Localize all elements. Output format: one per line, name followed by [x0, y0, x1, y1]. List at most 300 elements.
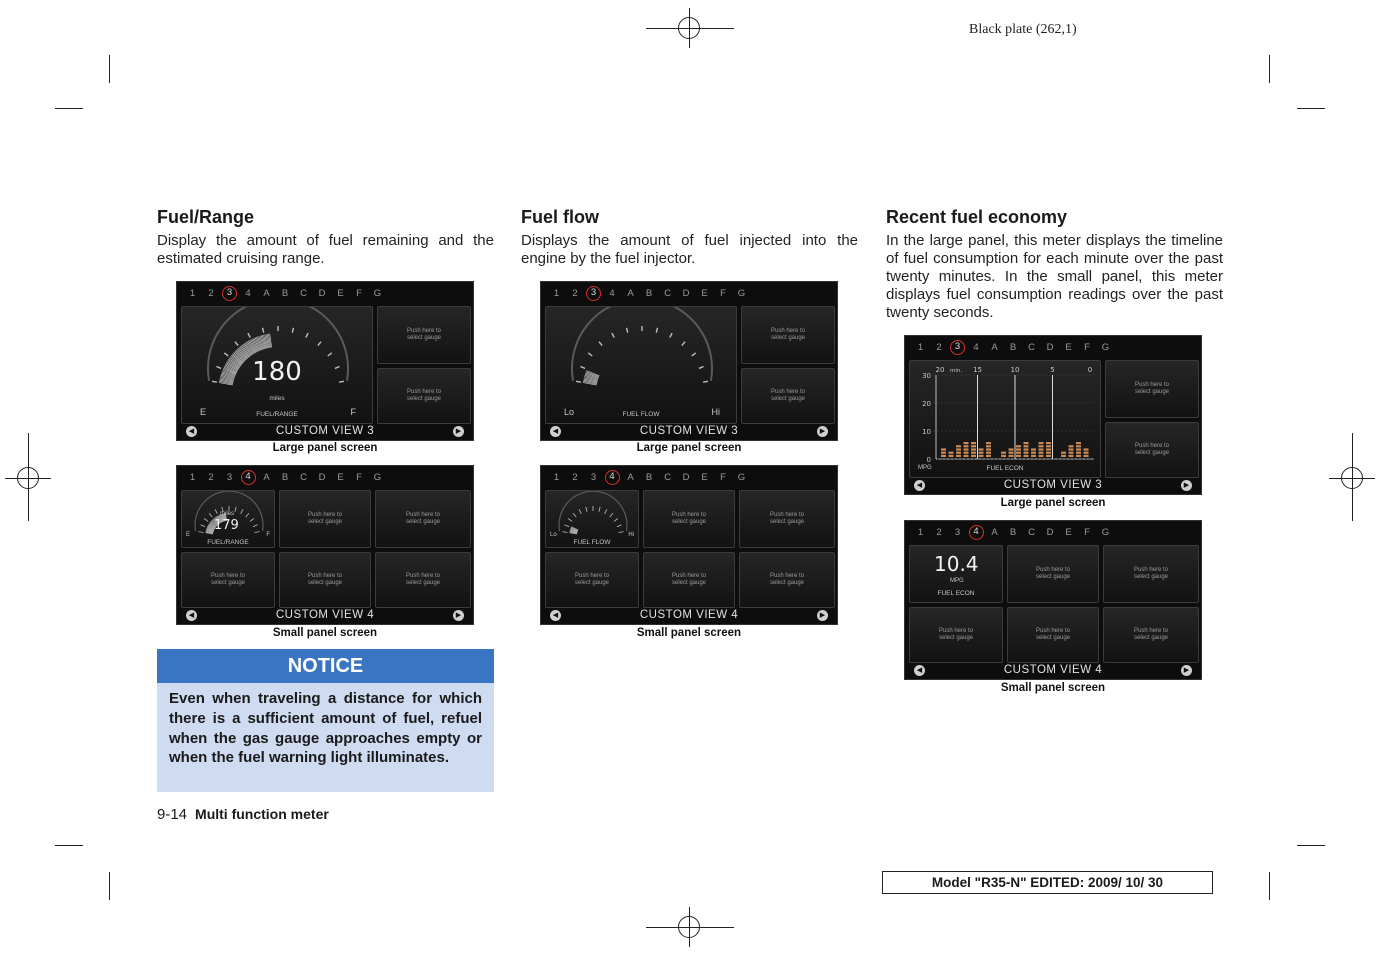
gauge-left-end: E — [200, 407, 207, 417]
gauge-tick — [565, 525, 570, 527]
econ-bar-segment — [986, 448, 991, 450]
screen-fuel-flow-small — [540, 465, 838, 625]
gauge-slot-2[interactable] — [377, 368, 471, 424]
gauge-slot-1[interactable] — [1105, 360, 1199, 418]
gauge-tab-a[interactable]: A — [991, 342, 998, 353]
econ-bar-segment — [979, 455, 984, 457]
gauge-tick — [263, 328, 264, 333]
gauge-tab-4[interactable]: 4 — [973, 342, 979, 353]
main-gauge-frame — [545, 306, 737, 424]
main-chart-frame — [909, 360, 1101, 478]
gauge-slot-1[interactable] — [377, 306, 471, 364]
caption-large-panel: Large panel screen — [272, 442, 378, 454]
caption-large-panel: Large panel screen — [636, 442, 742, 454]
gauge-left-end: Lo — [564, 407, 575, 417]
gauge-tab-2[interactable]: 2 — [572, 472, 578, 483]
gauge-tab-c[interactable]: C — [1028, 342, 1035, 353]
gauge-slot-2[interactable] — [1105, 422, 1199, 478]
custom-view-label: CUSTOM VIEW 4 — [639, 609, 739, 621]
x-tick-label: 20 — [935, 366, 945, 374]
gauge-tab-f[interactable]: F — [356, 472, 362, 483]
gauge-tab-e[interactable]: E — [701, 472, 708, 483]
notice-title: NOTICE — [157, 649, 494, 683]
gauge-name: FUEL FLOW — [573, 539, 611, 546]
gauge-tick — [614, 518, 618, 521]
plate-label: Black plate (262,1) — [969, 22, 1077, 37]
gauge-tick — [250, 518, 254, 521]
gauge-tick — [198, 532, 203, 533]
gauge-tab-bar — [177, 282, 473, 304]
econ-bar-segment — [1061, 455, 1066, 457]
gauge-tick — [235, 342, 238, 346]
screen-fuel-range-large — [176, 281, 474, 441]
econ-bar-segment — [956, 448, 961, 450]
gauge-tab-e[interactable]: E — [701, 288, 708, 299]
gauge-tab-1[interactable]: 1 — [917, 527, 924, 538]
push-to-select-label: Push here to select gauge — [405, 512, 441, 525]
econ-bar-segment — [1084, 455, 1089, 457]
gauge-slot-3[interactable] — [909, 607, 1003, 663]
gauge-slot-5[interactable] — [375, 552, 471, 608]
right-arrow-icon[interactable]: ▶ — [1181, 665, 1192, 676]
left-arrow-icon[interactable]: ◀ — [914, 480, 925, 491]
gauge-tab-bar — [905, 336, 1201, 358]
page-number: 9-14 — [157, 806, 188, 823]
econ-bar-segment — [1039, 448, 1044, 450]
gauge-tab-g[interactable]: G — [1101, 527, 1110, 538]
gauge-tab-4[interactable]: 4 — [245, 288, 251, 299]
gauge-tab-f[interactable]: F — [1084, 527, 1090, 538]
gauge-tick — [573, 513, 576, 517]
gauge-tab-4[interactable]: 4 — [241, 470, 256, 485]
gauge-unit: miles — [220, 511, 235, 517]
gauge-right-end: Hi — [711, 407, 720, 417]
gauge-tab-bar — [541, 282, 837, 304]
econ-bar-segment — [971, 445, 976, 447]
econ-bar-segment — [1039, 455, 1044, 457]
gauge-slot-1[interactable] — [741, 306, 835, 364]
push-to-select-label: Push here to select gauge — [307, 573, 343, 586]
econ-bar-segment — [1069, 455, 1074, 457]
gauge-tab-3[interactable]: 3 — [590, 472, 597, 483]
y-tick-label: 20 — [922, 400, 931, 408]
arc-gauge — [546, 307, 736, 423]
gauge-tick — [224, 353, 228, 356]
custom-view-label: CUSTOM VIEW 3 — [275, 425, 375, 437]
gauge-slot-4[interactable] — [643, 552, 735, 608]
econ-bar-segment — [986, 452, 991, 454]
gauge-tick — [610, 513, 613, 517]
gauge-tick — [248, 333, 250, 337]
gauge-slot-2[interactable] — [375, 490, 471, 548]
gauge-slot-4[interactable] — [279, 552, 371, 608]
gauge-tick — [670, 333, 672, 337]
right-arrow-icon[interactable]: ▶ — [817, 610, 828, 621]
econ-bar-segment — [1016, 452, 1021, 454]
gauge-tick — [612, 333, 614, 337]
gauge-tab-4[interactable]: 4 — [969, 525, 984, 540]
left-arrow-icon[interactable]: ◀ — [914, 665, 925, 676]
gauge-tab-a[interactable]: A — [263, 472, 270, 483]
custom-view-bar — [177, 608, 473, 624]
gauge-tab-d[interactable]: D — [682, 288, 690, 299]
econ-bar-segment — [1046, 452, 1051, 454]
push-to-select-label: Push here to select gauge — [307, 512, 343, 525]
gauge-tick — [568, 518, 572, 521]
gauge-tab-b[interactable]: B — [281, 472, 289, 483]
econ-bar-segment — [1046, 455, 1051, 457]
gauge-tab-2[interactable]: 2 — [936, 527, 942, 538]
econ-bar-segment — [964, 452, 969, 454]
gauge-tab-d[interactable]: D — [318, 472, 326, 483]
gauge-name: FUEL/RANGE — [256, 411, 298, 418]
gauge-tick — [619, 532, 624, 533]
econ-bar-segment — [956, 445, 961, 447]
gauge-tick — [699, 366, 704, 368]
gauge-slot-5[interactable] — [1103, 607, 1199, 663]
econ-bar-segment — [1046, 448, 1051, 450]
gauge-tab-d[interactable]: D — [1046, 527, 1054, 538]
push-to-select-label: Push here to select gauge — [769, 573, 805, 586]
econ-bar-segment — [1061, 452, 1066, 454]
econ-bar-segment — [1039, 452, 1044, 454]
econ-bar-segment — [1031, 452, 1036, 454]
econ-bar-segment — [986, 442, 991, 444]
caption-small-panel: Small panel screen — [636, 627, 742, 639]
gauge-tab-f[interactable]: F — [356, 288, 362, 299]
gauge-tab-1[interactable]: 1 — [553, 288, 560, 299]
econ-bar-segment — [971, 448, 976, 450]
gauge-tab-c[interactable]: C — [300, 288, 307, 299]
econ-bar-segment — [964, 455, 969, 457]
caption-small-panel: Small panel screen — [272, 627, 378, 639]
gauge-tab-f[interactable]: F — [720, 288, 726, 299]
gauge-tab-2[interactable]: 2 — [208, 288, 214, 299]
gauge-slot-1[interactable] — [643, 490, 735, 548]
gauge-left-end: E — [186, 532, 191, 538]
caption-large-panel: Large panel screen — [1000, 497, 1106, 509]
gauge-tick — [246, 513, 249, 517]
econ-bar-segment — [986, 445, 991, 447]
gauge-tab-f[interactable]: F — [720, 472, 726, 483]
x-tick-label: 15 — [973, 366, 982, 374]
fuel-economy-chart — [910, 361, 1102, 479]
gauge-tick — [605, 509, 607, 513]
gauge-tab-a[interactable]: A — [627, 288, 634, 299]
gauge-tab-e[interactable]: E — [337, 472, 344, 483]
gauge-tick — [599, 342, 602, 346]
econ-bar-segment — [1024, 452, 1029, 454]
gauge-tab-b[interactable]: B — [645, 288, 653, 299]
push-to-select-label: Push here to select gauge — [405, 573, 441, 586]
push-to-select-label: Push here to select gauge — [1035, 628, 1071, 641]
gauge-slot-2[interactable] — [1103, 545, 1199, 603]
gauge-right-end: Hi — [628, 532, 634, 538]
gauge-unit: MPG — [950, 578, 964, 584]
gauge-unit: miles — [269, 395, 285, 402]
gauge-tab-1[interactable]: 1 — [553, 472, 560, 483]
econ-bar-segment — [1069, 445, 1074, 447]
econ-bar-segment — [1039, 445, 1044, 447]
y-unit-label: MPG — [918, 465, 932, 471]
gauge-tab-d[interactable]: D — [1046, 342, 1054, 353]
gauge-tick — [588, 353, 592, 356]
gauge-tick — [599, 507, 600, 512]
model-edited-box: Model "R35-N" EDITED: 2009/ 10/ 30 — [882, 871, 1213, 894]
main-gauge-frame — [181, 306, 373, 424]
gauge-tick — [204, 518, 208, 521]
gauge-tab-c[interactable]: C — [664, 288, 671, 299]
y-tick-label: 0 — [926, 456, 931, 464]
custom-view-label: CUSTOM VIEW 3 — [639, 425, 739, 437]
gauge-tick — [215, 509, 217, 513]
gauge-name: FUEL FLOW — [622, 411, 660, 418]
gauge-tick — [235, 507, 236, 512]
x-unit-label: min. — [950, 368, 963, 374]
screen-fuel-range-small — [176, 465, 474, 625]
custom-view-label: CUSTOM VIEW 4 — [1003, 664, 1103, 676]
econ-bar-segment — [956, 455, 961, 457]
screen-fuel-flow-large — [540, 281, 838, 441]
chapter-title: Multi function meter — [195, 806, 329, 822]
gauge-name: FUEL/RANGE — [207, 539, 249, 546]
gauge-tick — [562, 532, 567, 533]
gauge-left-end: Lo — [550, 532, 557, 538]
gauge-name: FUEL ECON — [986, 465, 1024, 472]
econ-bar-segment — [1024, 448, 1029, 450]
gauge-tab-3[interactable]: 3 — [222, 286, 237, 301]
push-to-select-label: Push here to select gauge — [769, 512, 805, 525]
gauge-tab-g[interactable]: G — [373, 288, 382, 299]
econ-bar-segment — [1031, 448, 1036, 450]
econ-bar-segment — [1016, 448, 1021, 450]
left-arrow-icon[interactable]: ◀ — [550, 610, 561, 621]
gauge-tick — [617, 525, 622, 527]
gauge-tab-4[interactable]: 4 — [609, 288, 615, 299]
econ-bar-segment — [1076, 448, 1081, 450]
section-text-fuel-range: Display the amount of fuel remaining and the estimated cruising range. — [157, 232, 494, 267]
gauge-tab-c[interactable]: C — [300, 472, 307, 483]
screen-fuel-economy-small — [904, 520, 1202, 680]
econ-bar-segment — [1084, 448, 1089, 450]
left-arrow-icon[interactable]: ◀ — [186, 610, 197, 621]
gauge-tab-1[interactable]: 1 — [189, 472, 196, 483]
econ-bar-segment — [1031, 455, 1036, 457]
gauge-tab-b[interactable]: B — [1009, 527, 1017, 538]
gauge-tick — [627, 328, 628, 333]
push-to-select-label: Push here to select gauge — [770, 328, 806, 341]
gauge-slot-3[interactable] — [545, 552, 639, 608]
econ-bar-segment — [1076, 455, 1081, 457]
econ-bar-segment — [964, 442, 969, 444]
econ-bar-segment — [1039, 442, 1044, 444]
econ-bar-segment — [1024, 445, 1029, 447]
gauge-tab-g[interactable]: G — [737, 288, 746, 299]
right-arrow-icon[interactable]: ▶ — [1181, 480, 1192, 491]
gauge-tab-f[interactable]: F — [1084, 342, 1090, 353]
right-arrow-icon[interactable]: ▶ — [453, 610, 464, 621]
gauge-slot-1[interactable] — [1007, 545, 1099, 603]
push-to-select-label: Push here to select gauge — [1133, 567, 1169, 580]
push-to-select-label: Push here to select gauge — [574, 573, 610, 586]
gauge-right-end: F — [350, 407, 356, 417]
push-to-select-label: Push here to select gauge — [1133, 628, 1169, 641]
left-arrow-icon[interactable]: ◀ — [550, 426, 561, 437]
custom-view-label: CUSTOM VIEW 4 — [275, 609, 375, 621]
gauge-tab-g[interactable]: G — [1101, 342, 1110, 353]
gauge-tick — [253, 525, 258, 527]
push-to-select-label: Push here to select gauge — [210, 573, 246, 586]
econ-bar-segment — [986, 455, 991, 457]
econ-bar-segment — [979, 452, 984, 454]
gauge-rim — [559, 491, 627, 531]
gauge-tab-e[interactable]: E — [337, 288, 344, 299]
gauge-tab-a[interactable]: A — [627, 472, 634, 483]
gauge-tick — [328, 353, 332, 356]
econ-bar-segment — [1016, 445, 1021, 447]
section-text-fuel-flow: Displays the amount of fuel injected into the engine by the fuel injector. — [521, 232, 858, 267]
gauge-tab-2[interactable]: 2 — [572, 288, 578, 299]
gauge-tick — [580, 366, 585, 368]
econ-bar-segment — [964, 448, 969, 450]
gauge-right-end: F — [266, 532, 270, 538]
custom-view-bar — [905, 478, 1201, 494]
econ-bar-segment — [1001, 455, 1006, 457]
gauge-tab-e[interactable]: E — [1065, 527, 1072, 538]
econ-bar-segment — [1001, 452, 1006, 454]
gauge-tab-bar — [541, 466, 837, 488]
custom-view-bar — [177, 424, 473, 440]
econ-bar-segment — [1009, 452, 1014, 454]
econ-bar-segment — [1069, 448, 1074, 450]
push-to-select-label: Push here to select gauge — [938, 628, 974, 641]
gauge-tick — [656, 328, 657, 333]
econ-bar-segment — [1046, 445, 1051, 447]
gauge-slot-4[interactable] — [1007, 607, 1099, 663]
gauge-tick — [241, 509, 243, 513]
gauge-tick — [579, 509, 581, 513]
econ-bar-segment — [1069, 452, 1074, 454]
econ-bar-segment — [949, 452, 954, 454]
econ-bar-segment — [1076, 445, 1081, 447]
econ-bar-segment — [1084, 452, 1089, 454]
gauge-slot-2[interactable] — [741, 368, 835, 424]
section-title-fuel-flow: Fuel flow — [521, 207, 599, 227]
econ-bar-segment — [941, 448, 946, 450]
gauge-value: 179 — [214, 518, 239, 533]
y-tick-label: 30 — [922, 372, 931, 380]
x-tick-label: 10 — [1010, 366, 1020, 374]
gauge-name: FUEL ECON — [937, 590, 975, 597]
gauge-tab-a[interactable]: A — [991, 527, 998, 538]
custom-view-bar — [905, 663, 1201, 679]
gauge-tab-3[interactable]: 3 — [586, 286, 601, 301]
gauge-tab-2[interactable]: 2 — [208, 472, 214, 483]
push-to-select-label: Push here to select gauge — [406, 328, 442, 341]
gauge-rim — [572, 307, 712, 381]
gauge-value: 180 — [252, 357, 302, 387]
econ-bar-segment — [964, 445, 969, 447]
gauge-tab-e[interactable]: E — [1065, 342, 1072, 353]
econ-bar-segment — [1076, 442, 1081, 444]
main-gauge-frame — [545, 490, 639, 548]
gauge-tick — [292, 328, 293, 333]
gauge-tick — [201, 525, 206, 527]
section-title-recent-fuel-economy: Recent fuel economy — [886, 207, 1068, 227]
gauge-tab-b[interactable]: B — [645, 472, 653, 483]
gauge-tick — [586, 507, 587, 512]
gauge-tab-1[interactable]: 1 — [917, 342, 924, 353]
screen-fuel-economy-large — [904, 335, 1202, 495]
econ-bar-segment — [971, 442, 976, 444]
left-arrow-icon[interactable]: ◀ — [186, 426, 197, 437]
gauge-tab-4[interactable]: 4 — [605, 470, 620, 485]
gauge-value: 10.4 — [934, 552, 979, 576]
gauge-tab-a[interactable]: A — [263, 288, 270, 299]
gauge-slot-3[interactable] — [181, 552, 275, 608]
gauge-tab-3[interactable]: 3 — [950, 340, 965, 355]
gauge-tab-d[interactable]: D — [682, 472, 690, 483]
y-tick-label: 10 — [922, 428, 931, 436]
gauge-tab-1[interactable]: 1 — [189, 288, 196, 299]
gauge-tab-c[interactable]: C — [664, 472, 671, 483]
push-to-select-label: Push here to select gauge — [1035, 567, 1071, 580]
main-gauge-frame — [909, 545, 1003, 603]
section-title-fuel-range: Fuel/Range — [157, 207, 255, 227]
gauge-tick — [703, 381, 708, 382]
x-tick-label: 0 — [1087, 366, 1093, 374]
gauge-slot-2[interactable] — [739, 490, 835, 548]
econ-bar-segment — [1009, 448, 1014, 450]
econ-bar-segment — [949, 455, 954, 457]
econ-bar-segment — [1076, 452, 1081, 454]
econ-bar-segment — [941, 455, 946, 457]
econ-bar-segment — [1046, 442, 1051, 444]
right-arrow-icon[interactable]: ▶ — [817, 426, 828, 437]
push-to-select-label: Push here to select gauge — [1134, 382, 1170, 395]
gauge-tab-d[interactable]: D — [318, 288, 326, 299]
gauge-tab-b[interactable]: B — [1009, 342, 1017, 353]
econ-bar-segment — [971, 455, 976, 457]
gauge-tick — [255, 532, 260, 533]
gauge-tab-g[interactable]: G — [737, 472, 746, 483]
section-text-recent-fuel-economy: In the large panel, this meter displays the timeline of fuel consumption for each minute over the past twenty minutes. In the small panel, this meter displays fuel consumption readings over the past twenty seconds. — [886, 232, 1223, 321]
gauge-tab-g[interactable]: G — [373, 472, 382, 483]
gauge-tab-c[interactable]: C — [1028, 527, 1035, 538]
x-tick-label: 5 — [1050, 366, 1055, 374]
gauge-slot-1[interactable] — [279, 490, 371, 548]
push-to-select-label: Push here to select gauge — [770, 389, 806, 402]
gauge-tab-3[interactable]: 3 — [954, 527, 961, 538]
right-arrow-icon[interactable]: ▶ — [453, 426, 464, 437]
gauge-slot-5[interactable] — [739, 552, 835, 608]
gauge-tick — [692, 353, 696, 356]
econ-bar-segment — [971, 452, 976, 454]
push-to-select-label: Push here to select gauge — [671, 573, 707, 586]
econ-bar-segment — [1024, 455, 1029, 457]
custom-view-label: CUSTOM VIEW 3 — [1003, 479, 1103, 491]
gauge-tab-b[interactable]: B — [281, 288, 289, 299]
push-to-select-label: Push here to select gauge — [406, 389, 442, 402]
gauge-tab-3[interactable]: 3 — [226, 472, 233, 483]
econ-bar-segment — [979, 448, 984, 450]
gauge-tab-2[interactable]: 2 — [936, 342, 942, 353]
main-gauge-frame — [181, 490, 275, 548]
gauge-tick — [306, 333, 308, 337]
gauge-tick — [209, 513, 212, 517]
push-to-select-label: Push here to select gauge — [1134, 443, 1170, 456]
econ-bar-segment — [1016, 455, 1021, 457]
